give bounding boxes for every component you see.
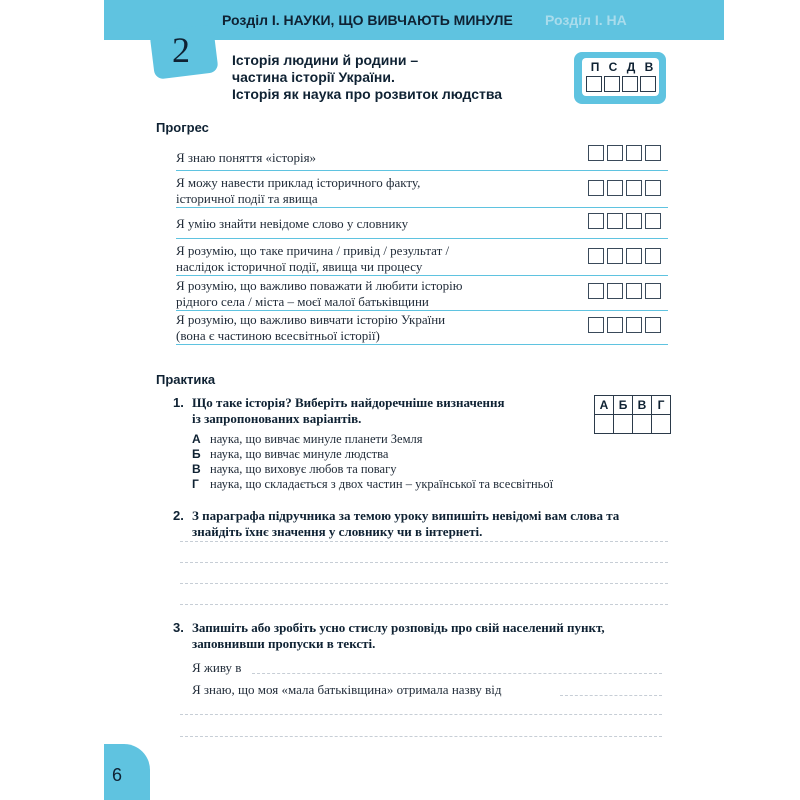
progress-checkbox[interactable] — [626, 145, 642, 161]
option-text: наука, що виховує любов та повагу — [210, 462, 397, 476]
progress-checkbox[interactable] — [588, 180, 604, 196]
progress-item-text: (вона є частиною всесвітньої історії) — [176, 328, 380, 343]
progress-checkboxes — [588, 213, 661, 229]
progress-divider — [176, 310, 668, 311]
option-text: наука, що складається з двох частин – української та всесвітньої — [210, 477, 554, 491]
answer-cell[interactable] — [614, 415, 633, 434]
answer-line[interactable] — [180, 583, 668, 584]
progress-checkboxes — [588, 248, 661, 264]
lesson-title-line: частина історії України. — [232, 69, 395, 85]
answer-letter: Б — [614, 396, 633, 415]
option-letter: В — [192, 462, 201, 476]
progress-checkbox[interactable] — [607, 145, 623, 161]
assessment-checkbox[interactable] — [622, 76, 638, 92]
progress-checkboxes — [588, 283, 661, 299]
progress-item — [176, 175, 420, 207]
assessment-checkbox[interactable] — [604, 76, 620, 92]
progress-divider — [176, 344, 668, 345]
question-text-line: заповнивши пропуски в тексті. — [192, 636, 376, 651]
fill-in-label: Я знаю, що моя «мала батьківщина» отримала назву від — [192, 682, 502, 697]
answer-cell[interactable] — [633, 415, 652, 434]
answer-letter: Г — [652, 396, 671, 415]
assessment-checkbox[interactable] — [586, 76, 602, 92]
progress-checkbox[interactable] — [645, 213, 661, 229]
answer-line[interactable] — [180, 541, 668, 542]
assessment-letter: Д — [626, 60, 636, 74]
progress-checkbox[interactable] — [607, 317, 623, 333]
page-number-tab — [104, 744, 150, 800]
option-letter: Б — [192, 447, 201, 461]
progress-checkbox[interactable] — [626, 248, 642, 264]
progress-item-text: Я можу навести приклад історичного факту, — [176, 175, 421, 190]
progress-checkboxes — [588, 180, 661, 196]
progress-heading: Прогрес — [156, 120, 209, 135]
practice-heading: Практика — [156, 372, 216, 387]
progress-checkbox[interactable] — [645, 248, 661, 264]
section-title-ghost: Розділ І. НА — [545, 12, 627, 28]
page-number: 6 — [112, 765, 123, 785]
progress-checkbox[interactable] — [645, 145, 661, 161]
progress-checkbox[interactable] — [607, 180, 623, 196]
assessment-letter: П — [590, 60, 600, 74]
answer-letter: А — [595, 396, 614, 415]
question-number: 3. — [173, 620, 184, 635]
progress-item-text: Я розумію, що таке причина / привід / результат / — [176, 243, 450, 258]
lesson-title-line: Історія людини й родини – — [232, 52, 419, 68]
progress-divider — [176, 238, 668, 239]
progress-checkbox[interactable] — [607, 248, 623, 264]
answer-line[interactable] — [180, 736, 662, 737]
progress-item — [176, 312, 445, 344]
answer-line[interactable] — [180, 562, 668, 563]
progress-checkbox[interactable] — [588, 317, 604, 333]
progress-checkbox[interactable] — [645, 317, 661, 333]
lesson-title-line: Історія як наука про розвиток людства — [232, 86, 503, 102]
option-text: наука, що вивчає минуле людства — [210, 447, 389, 461]
assessment-letter: С — [608, 60, 618, 74]
question-text-line: Запишіть або зробіть усно стислу розповідь про свій населений пункт, — [192, 620, 605, 635]
progress-divider — [176, 275, 668, 276]
question-text-line: знайдіть їхнє значення у словнику чи в інтернеті. — [192, 524, 483, 539]
progress-checkboxes — [588, 145, 661, 161]
question-text-line: Що таке історія? Виберіть найдоречніше визначення — [192, 395, 505, 410]
progress-checkbox[interactable] — [607, 213, 623, 229]
answer-letter: В — [633, 396, 652, 415]
progress-item-text: Я знаю поняття «історія» — [176, 150, 317, 165]
progress-item — [176, 278, 462, 310]
progress-item-text: наслідок історичної події, явища чи процесу — [176, 259, 423, 274]
answer-line[interactable] — [180, 604, 668, 605]
section-title: Розділ І. НАУКИ, ЩО ВИВЧАЮТЬ МИНУЛЕ — [222, 12, 513, 28]
progress-checkboxes — [588, 317, 661, 333]
option-letter: А — [192, 432, 201, 446]
assessment-letter: В — [644, 60, 654, 74]
progress-item — [176, 150, 316, 166]
question-text — [192, 395, 505, 427]
question-number: 2. — [173, 508, 184, 523]
progress-item — [176, 243, 449, 275]
question-text — [192, 508, 619, 540]
answer-grid — [594, 395, 671, 434]
self-assessment-letters — [586, 60, 658, 74]
option-text: наука, що вивчає минуле планети Земля — [210, 432, 423, 446]
lesson-number: 2 — [172, 30, 190, 70]
question-text — [192, 620, 605, 652]
question-text-line: із запропонованих варіантів. — [192, 411, 362, 426]
progress-checkbox[interactable] — [645, 283, 661, 299]
question-text-line: З параграфа підручника за темою уроку випишіть невідомі вам слова та — [192, 508, 620, 523]
progress-checkbox[interactable] — [626, 317, 642, 333]
progress-item — [176, 216, 408, 232]
progress-item-text: Я розумію, що важливо вивчати історію України — [176, 312, 446, 327]
answer-cell[interactable] — [652, 415, 671, 434]
progress-item-text: рідного села / міста – моєї малої батьківщини — [176, 294, 429, 309]
progress-divider — [176, 170, 668, 171]
fill-in-label: Я живу в — [192, 660, 242, 675]
progress-item-text: Я розумію, що важливо поважати й любити історію — [176, 278, 463, 293]
answer-cell[interactable] — [595, 415, 614, 434]
progress-checkbox[interactable] — [588, 213, 604, 229]
answer-line[interactable] — [180, 714, 662, 715]
assessment-checkbox[interactable] — [640, 76, 656, 92]
progress-checkbox[interactable] — [588, 283, 604, 299]
progress-divider — [176, 207, 668, 208]
progress-checkbox[interactable] — [626, 180, 642, 196]
progress-checkbox[interactable] — [626, 213, 642, 229]
lesson-title — [232, 52, 502, 103]
fill-in-line[interactable] — [252, 673, 662, 674]
fill-in-line[interactable] — [560, 695, 662, 696]
progress-checkbox[interactable] — [607, 283, 623, 299]
option-letter: Г — [192, 477, 199, 491]
progress-item-text: історичної події та явища — [176, 191, 318, 206]
self-assessment-cells — [586, 76, 656, 92]
question-number: 1. — [173, 395, 184, 410]
progress-item-text: Я умію знайти невідоме слово у словнику — [176, 216, 409, 231]
progress-checkbox[interactable] — [645, 180, 661, 196]
progress-checkbox[interactable] — [588, 145, 604, 161]
progress-checkbox[interactable] — [626, 283, 642, 299]
progress-checkbox[interactable] — [588, 248, 604, 264]
